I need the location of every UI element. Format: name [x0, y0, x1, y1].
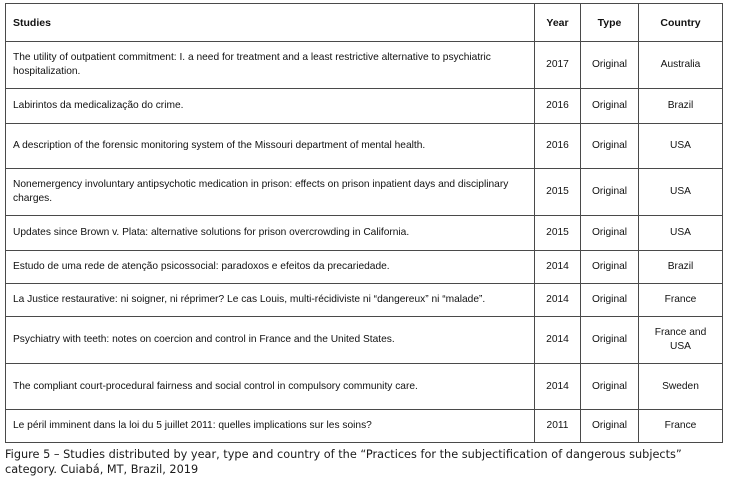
table-row: [6, 364, 723, 410]
study-title: Le péril imminent dans la loi du 5 juillet 2011: quelles implications sur les soins?: [6, 410, 535, 443]
study-country: Sweden: [639, 364, 723, 410]
study-title: Estudo de uma rede de atenção psicossocial: paradoxos e efeitos da precariedade.: [6, 251, 535, 284]
caption-line-1: Figure 5 – Studies distributed by year, type and country of the “Practices for the subjectification of dangerous subjects”: [5, 448, 682, 461]
study-title: La Justice restaurative: ni soigner, ni réprimer? Le cas Louis, multi-récidiviste ni “dangereux” ni “malade”.: [6, 284, 535, 317]
study-type: Original: [581, 364, 639, 410]
study-year: 2014: [535, 251, 581, 284]
study-country: France: [639, 284, 723, 317]
table-row: [6, 284, 723, 317]
header-country: Country: [639, 4, 723, 42]
study-title: A description of the forensic monitoring system of the Missouri department of mental health.: [6, 124, 535, 169]
studies-table: [5, 3, 723, 443]
study-country: France and USA: [639, 317, 723, 364]
table-row: [6, 124, 723, 169]
study-year: 2014: [535, 317, 581, 364]
study-year: 2014: [535, 284, 581, 317]
study-year: 2016: [535, 124, 581, 169]
study-type: Original: [581, 251, 639, 284]
study-year: 2011: [535, 410, 581, 443]
study-type: Original: [581, 284, 639, 317]
table-row: [6, 410, 723, 443]
table-row: [6, 216, 723, 251]
study-type: Original: [581, 169, 639, 216]
study-title: Labirintos da medicalização do crime.: [6, 89, 535, 124]
study-year: 2015: [535, 169, 581, 216]
study-year: 2015: [535, 216, 581, 251]
study-country: Brazil: [639, 89, 723, 124]
study-type: Original: [581, 89, 639, 124]
study-title: Updates since Brown v. Plata: alternative solutions for prison overcrowding in California.: [6, 216, 535, 251]
study-country: USA: [639, 124, 723, 169]
study-title: Nonemergency involuntary antipsychotic medication in prison: effects on prison inpatient days and disciplinary charges.: [6, 169, 535, 216]
caption-line-2: category. Cuiabá, MT, Brazil, 2019: [5, 463, 199, 476]
study-country: France: [639, 410, 723, 443]
study-title: The utility of outpatient commitment: I. a need for treatment and a least restrictive alternative to psychiatric hospitalization.: [6, 42, 535, 89]
study-title: Psychiatry with teeth: notes on coercion and control in France and the United States.: [6, 317, 535, 364]
study-type: Original: [581, 410, 639, 443]
figure-caption: [5, 447, 725, 477]
table-row: [6, 169, 723, 216]
study-year: 2014: [535, 364, 581, 410]
study-country: USA: [639, 216, 723, 251]
study-title: The compliant court-procedural fairness and social control in compulsory community care.: [6, 364, 535, 410]
table-row: [6, 42, 723, 89]
study-year: 2017: [535, 42, 581, 89]
study-type: Original: [581, 124, 639, 169]
header-year: Year: [535, 4, 581, 42]
header-type: Type: [581, 4, 639, 42]
table-row: [6, 89, 723, 124]
table-header-row: [6, 4, 723, 42]
study-type: Original: [581, 317, 639, 364]
study-country: Australia: [639, 42, 723, 89]
study-country: Brazil: [639, 251, 723, 284]
study-type: Original: [581, 216, 639, 251]
study-type: Original: [581, 42, 639, 89]
table-row: [6, 317, 723, 364]
study-country: USA: [639, 169, 723, 216]
figure: [5, 3, 722, 477]
header-studies: Studies: [6, 4, 535, 42]
study-year: 2016: [535, 89, 581, 124]
table-row: [6, 251, 723, 284]
